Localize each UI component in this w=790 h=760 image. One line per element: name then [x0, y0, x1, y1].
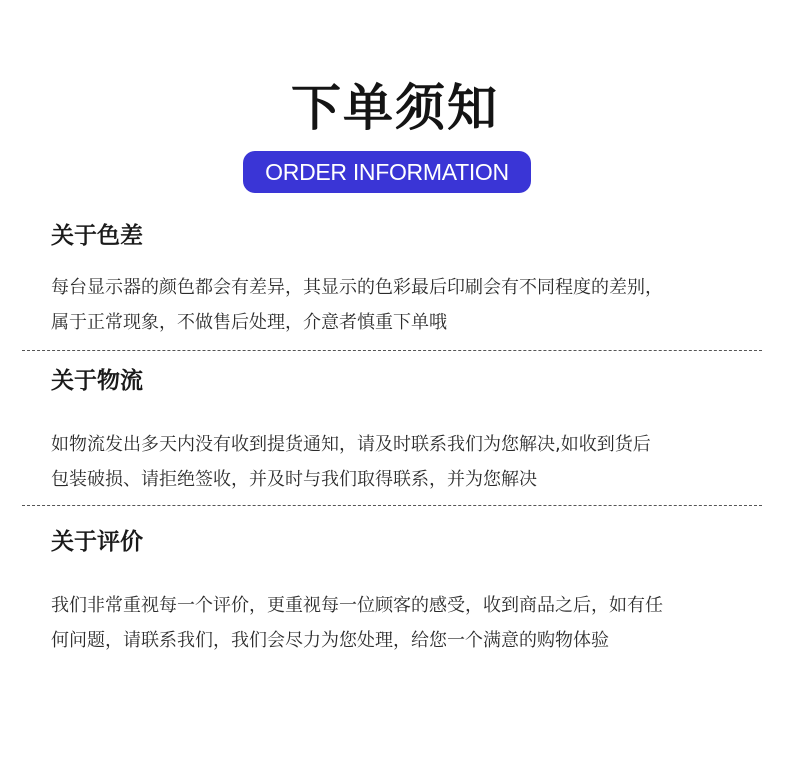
dashed-divider	[22, 505, 762, 506]
section-logistics	[51, 366, 751, 497]
section-body-line: 何问题，请联系我们，我们会尽力为您处理，给您一个满意的购物体验	[51, 630, 609, 651]
page-title: 下单须知	[291, 79, 499, 137]
section-body-line: 每台显示器的颜色都会有差异，其显示的色彩最后印刷会有不同程度的差别，	[51, 277, 663, 298]
section-body-line: 如物流发出多天内没有收到提货通知，请及时联系我们为您解决,如收到货后	[51, 434, 651, 455]
dashed-divider	[22, 350, 762, 351]
subtitle-badge: ORDER INFORMATION	[243, 151, 531, 193]
section-heading: 关于评价	[51, 529, 143, 555]
section-color-difference	[51, 221, 751, 340]
section-body-line: 我们非常重视每一个评价，更重视每一位顾客的感受，收到商品之后，如有任	[51, 595, 663, 616]
section-body-line: 包装破损、请拒绝签收，并及时与我们取得联系，并为您解决	[51, 469, 537, 490]
section-body-line: 属于正常现象，不做售后处理，介意者慎重下单哦	[51, 312, 447, 333]
section-heading: 关于物流	[51, 368, 143, 394]
section-reviews	[51, 527, 751, 658]
section-heading: 关于色差	[51, 223, 143, 249]
